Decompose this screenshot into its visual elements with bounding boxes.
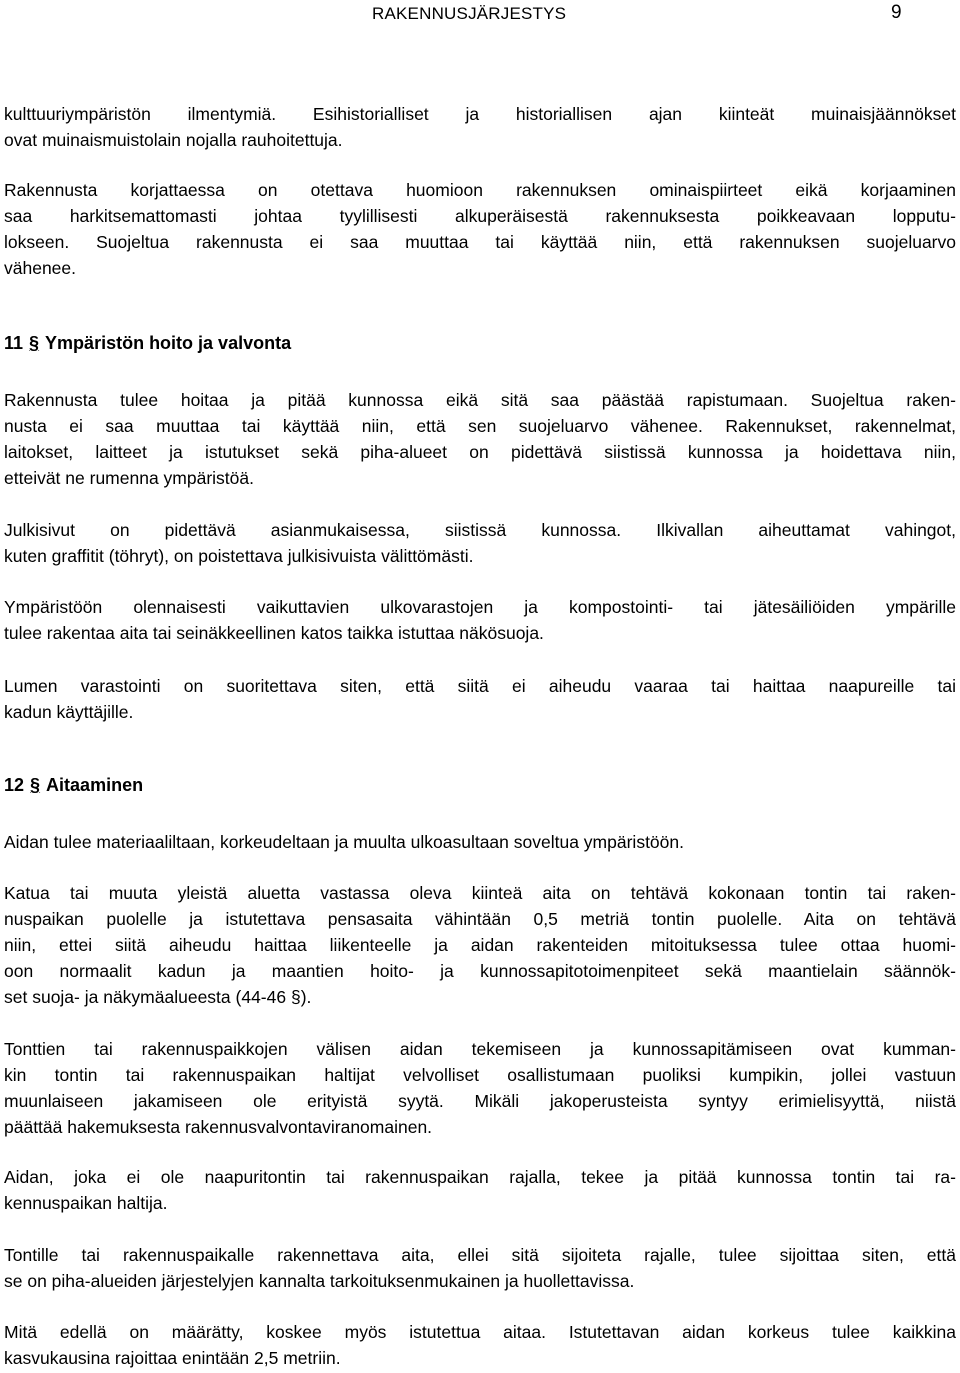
- text-line: ovat muinaismuistolain nojalla rauhoitettuja.: [4, 130, 343, 150]
- section-number: 11: [4, 333, 24, 353]
- text-line: Rakennusta tulee hoitaa ja pitää kunnossa eikä sitä saa päästää rapistumaan. Suojeltua raken-: [4, 390, 956, 410]
- paragraph-fence-placement: [4, 1242, 956, 1294]
- text-line: Mitä edellä on määrätty, koskee myös istutettua aitaa. Istutettavan aidan korkeus tulee kaikkina: [4, 1322, 956, 1342]
- text-line: Aidan tulee materiaaliltaan, korkeudeltaan ja muulta ulkoasultaan soveltua ympäristöön.: [4, 832, 684, 852]
- text-line: tulee rakentaa aita tai seinäkkeellinen katos taikka istuttaa näkösuoja.: [4, 623, 544, 643]
- paragraph-fence-material: [4, 829, 956, 855]
- text-line: päättää hakemuksesta rakennusvalvontaviranomainen.: [4, 1117, 433, 1137]
- text-line: vähenee.: [4, 258, 77, 278]
- paragraph-repair: [4, 177, 956, 281]
- text-line: nuspaikan puolelle ja istutettava pensasaita vähintään 0,5 metriä tontin puolelle. Aita on tehtävä: [4, 909, 956, 929]
- text-line: se on piha-alueiden järjestelyjen kannalta tarkoituksenmukainen ja huollettavissa.: [4, 1271, 635, 1291]
- text-line: kasvukausina rajoittaa enintään 2,5 metriin.: [4, 1348, 341, 1368]
- text-line: Julkisivut on pidettävä asianmukaisessa, siistissä kunnossa. Ilkivallan aiheuttamat vahingot,: [4, 520, 956, 540]
- text-line: oon normaalit kadun ja maantien hoito- ja kunnossapitotoimenpiteet sekä maantielain säännök-: [4, 961, 956, 981]
- paragraph-heritage: [4, 101, 956, 153]
- section-number: 12: [4, 775, 25, 795]
- header-title: RAKENNUSJÄRJESTYS: [372, 4, 567, 23]
- paragraph-shared-fence: [4, 1036, 956, 1140]
- paragraph-snow: [4, 673, 956, 725]
- paragraph-storage: [4, 594, 956, 646]
- paragraph-facades: [4, 517, 956, 569]
- paragraph-non-boundary-fence: [4, 1164, 956, 1216]
- section-symbol: §: [30, 775, 41, 795]
- text-line: Lumen varastointi on suoritettava siten, että siitä ei aiheudu vaaraa tai haittaa naapureille tai: [4, 676, 956, 696]
- text-line: muunlaiseen jakamiseen ole erityistä syytä. Mikäli jakoperusteista syntyy erimielisyyttä, niistä: [4, 1091, 956, 1111]
- text-line: Aidan, joka ei ole naapuritontin tai rakennuspaikan rajalla, tekee ja pitää kunnossa tontin tai ra-: [4, 1167, 956, 1187]
- text-line: Rakennusta korjattaessa on otettava huomioon rakennuksen ominaispiirteet eikä korjaaminen: [4, 180, 956, 200]
- section-heading-12: [4, 772, 143, 798]
- page-number: 9: [891, 2, 902, 23]
- text-line: set suoja- ja näkymäalueesta (44-46 §).: [4, 987, 312, 1007]
- section-symbol: §: [29, 333, 40, 353]
- text-line: Tontille tai rakennuspaikalle rakennettava aita, ellei sitä sijoiteta rajalle, tulee sijoittaa siten, että: [4, 1245, 956, 1265]
- section-heading-11: [4, 330, 291, 356]
- text-line: niin, ettei siitä aiheudu haittaa liikenteelle ja aidan rakenteiden mitoituksessa tulee ottaa huomi-: [4, 935, 956, 955]
- text-line: Katua tai muuta yleistä aluetta vastassa oleva kiinteä aita on tehtävä kokonaan tontin tai raken-: [4, 883, 956, 903]
- text-line: laitokset, laitteet ja istutukset sekä piha-alueet on pidettävä siistissä kunnossa ja hoidettava niin,: [4, 442, 956, 462]
- paragraph-maintenance: [4, 387, 956, 491]
- text-line: etteivät ne rumenna ympäristöä.: [4, 468, 254, 488]
- section-title: Aitaaminen: [46, 775, 144, 795]
- text-line: kulttuuriympäristön ilmentymiä. Esihistorialliset ja historiallisen ajan kiinteät muinaisjäännökset: [4, 104, 956, 124]
- paragraph-hedge-height: [4, 1319, 956, 1371]
- paragraph-street-fence: [4, 880, 956, 1010]
- text-line: kuten graffitit (töhryt), on poistettava julkisivuista välittömästi.: [4, 546, 474, 566]
- text-line: Ympäristöön olennaisesti vaikuttavien ulkovarastojen ja kompostointi- tai jätesäiliöiden ympärille: [4, 597, 956, 617]
- section-title: Ympäristön hoito ja valvonta: [45, 333, 292, 353]
- text-line: nusta ei saa muuttaa tai käyttää niin, että sen suojeluarvo vähenee. Rakennukset, rakennelmat,: [4, 416, 956, 436]
- text-line: Tonttien tai rakennuspaikkojen välisen aidan tekemiseen ja kunnossapitämiseen ovat kumman-: [4, 1039, 956, 1059]
- text-line: saa harkitsemattomasti johtaa tyylillisesti alkuperäisestä rakennuksesta poikkeavaan lopputu-: [4, 206, 956, 226]
- text-line: kadun käyttäjille.: [4, 702, 134, 722]
- page-header: [0, 4, 960, 24]
- text-line: kennuspaikan haltija.: [4, 1193, 168, 1213]
- text-line: lokseen. Suojeltua rakennusta ei saa muuttaa tai käyttää niin, että rakennuksen suojeluarvo: [4, 232, 956, 252]
- text-line: kin tontin tai rakennuspaikan haltijat velvolliset osallistumaan puoliksi kumpikin, jollei vastuun: [4, 1065, 956, 1085]
